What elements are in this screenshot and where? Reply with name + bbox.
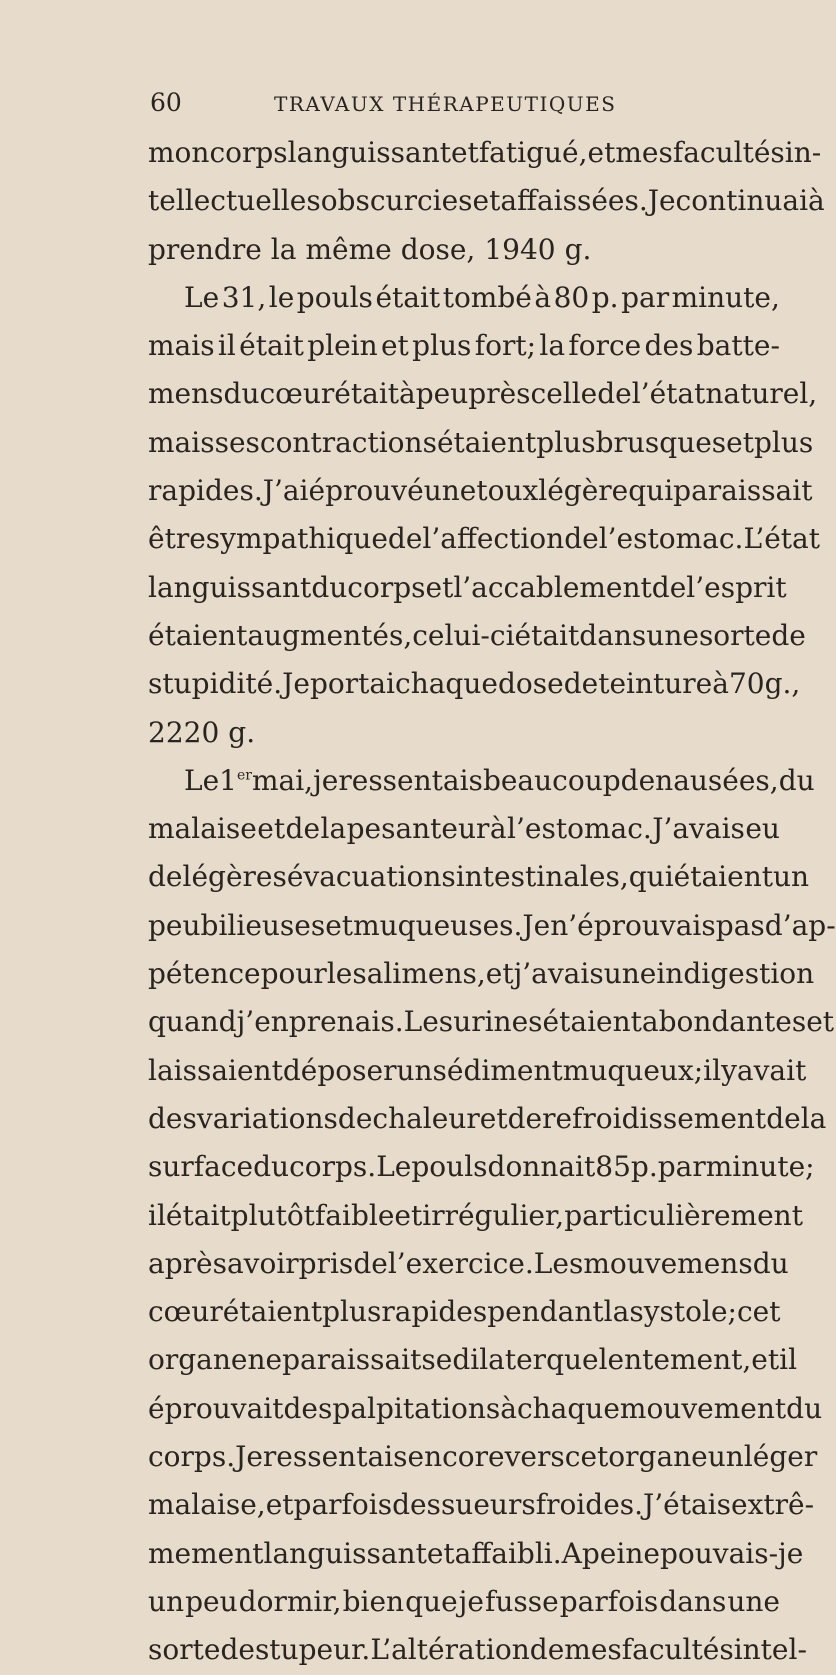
word: pas [715, 908, 765, 942]
word: éprouvé [308, 474, 424, 508]
word: cet [564, 1440, 609, 1474]
word: brusques [595, 425, 727, 459]
word: d’ap- [764, 908, 836, 942]
word: facultés [672, 136, 785, 169]
word: refroidissement [542, 1101, 767, 1135]
word: de [353, 1246, 388, 1280]
word: tellectuelles [148, 184, 321, 218]
word: organe [148, 1343, 248, 1377]
word: intel- [733, 1633, 807, 1667]
word: étaient [673, 860, 773, 894]
word: du [778, 763, 815, 797]
word: léger [743, 1440, 818, 1474]
word: un [707, 1440, 744, 1474]
word: Le [184, 280, 220, 314]
word: l’exercice. [387, 1246, 534, 1280]
word: sympathique [205, 522, 388, 556]
word: légères [182, 860, 287, 894]
word: quand [148, 1005, 237, 1039]
word: pétence [148, 957, 261, 991]
word: l’état [631, 377, 706, 411]
word: un [396, 1053, 433, 1087]
word: affaissées. [500, 184, 648, 218]
word: il [148, 1198, 166, 1232]
word: surface [148, 1150, 254, 1184]
word: Je [282, 667, 310, 701]
word: de [285, 812, 321, 846]
word: du [752, 1246, 789, 1280]
word: pouls [296, 280, 373, 314]
word: Les [533, 1246, 584, 1280]
word: à [399, 377, 416, 411]
word: donnait [487, 1150, 596, 1184]
word: toux [476, 474, 539, 508]
text-line [148, 1143, 815, 1191]
word: celui-ci [412, 618, 515, 652]
paragraph-end-line [148, 709, 780, 757]
word: et [380, 329, 409, 363]
word: à [534, 280, 552, 314]
text-line [148, 950, 815, 998]
word: naturel, [705, 377, 818, 411]
word: mouvemens [583, 1246, 753, 1280]
word: avait [736, 1053, 807, 1087]
word: de [148, 860, 183, 894]
word: corps [209, 136, 288, 169]
word: organe [608, 1440, 708, 1474]
word: mai, [251, 763, 314, 797]
word: et [257, 812, 286, 846]
word: se [421, 1343, 453, 1377]
word: malaise [148, 812, 257, 846]
text-line [148, 1336, 798, 1384]
word: chaque [395, 667, 498, 701]
word: plein [307, 329, 378, 363]
word: pouvais-je [659, 1536, 804, 1570]
word: que [546, 1343, 599, 1377]
word: bien [342, 1584, 405, 1618]
word: obscurcies [320, 184, 473, 218]
text-line [148, 1433, 818, 1481]
word: les [326, 957, 367, 991]
word: de [563, 667, 599, 701]
word: du [223, 377, 260, 411]
word: de [766, 1101, 801, 1135]
word: n’éprouvais [550, 908, 716, 942]
word: parfois [293, 1488, 393, 1522]
word: y [721, 1053, 737, 1087]
word: un [148, 1584, 185, 1618]
text-line [148, 564, 787, 612]
word: éprouvait [148, 1391, 284, 1425]
word: et [472, 184, 501, 218]
word: lentement, [598, 1343, 752, 1377]
word: ses [214, 425, 260, 459]
word: portai [309, 667, 396, 701]
word: avoir [226, 1246, 299, 1280]
word: dilater [452, 1343, 547, 1377]
word: et [426, 1536, 455, 1570]
word: p. [591, 280, 619, 314]
word: j’avais [513, 957, 604, 991]
text-line [148, 419, 814, 467]
text-line [148, 612, 806, 660]
text-line [148, 370, 818, 418]
word: minute; [705, 1150, 815, 1184]
word: fort; [474, 329, 537, 363]
word: dose, [400, 232, 476, 266]
word: de [337, 1101, 373, 1135]
word: pendant [487, 1295, 604, 1329]
word: abondantes [641, 1005, 807, 1039]
word: l’affection [422, 522, 565, 556]
word: par [657, 1150, 706, 1184]
word: et [751, 1343, 780, 1377]
word: L’état [743, 522, 820, 556]
word: de [771, 618, 806, 652]
word: pouls [411, 1150, 488, 1184]
word: des [392, 1488, 441, 1522]
word: contractions [259, 425, 437, 459]
word: sorte [698, 618, 772, 652]
word: la [800, 1101, 827, 1135]
word: de [564, 522, 599, 556]
word: in- [784, 136, 822, 169]
word: Je [522, 908, 551, 942]
word: de [387, 522, 423, 556]
word: une [727, 1584, 780, 1618]
word: variations [196, 1101, 338, 1135]
word: après [148, 1246, 227, 1280]
word: du [311, 570, 348, 604]
word: L’altération [370, 1633, 530, 1667]
word: muqueux; [562, 1053, 704, 1087]
word: était [334, 377, 400, 411]
text-line [148, 467, 813, 515]
word: sédiment [432, 1053, 563, 1087]
word: 1er [219, 763, 252, 797]
word: mes [615, 136, 673, 169]
word: et [485, 957, 514, 991]
word: la [539, 329, 566, 363]
word: à [500, 1391, 517, 1425]
word: était [514, 618, 580, 652]
word: Le [184, 763, 220, 797]
word: particulièrement [564, 1198, 803, 1232]
word: une [603, 957, 657, 991]
word: un [772, 860, 810, 894]
word: et [265, 1488, 294, 1522]
text-line [148, 1385, 823, 1433]
word: mement [148, 1536, 264, 1570]
word: plus [412, 329, 472, 363]
word: plus [754, 425, 814, 459]
word: ressentais [338, 763, 483, 797]
word: corps [347, 570, 426, 604]
word: déposer [282, 1053, 397, 1087]
word: corps. [148, 1440, 236, 1474]
text-line [148, 1047, 807, 1095]
word: teinture [598, 667, 713, 701]
word: augmentés, [247, 618, 413, 652]
word: 70 [728, 667, 765, 701]
word: rapides [381, 1295, 488, 1329]
word: languissant [287, 136, 451, 169]
word: du [786, 1391, 823, 1425]
word: froides. [535, 1488, 644, 1522]
page-number: 60 [150, 88, 182, 117]
word: qui [628, 474, 674, 508]
word: continuai [675, 184, 809, 218]
word: peine [581, 1536, 660, 1570]
paragraph-start-line [148, 757, 815, 805]
body-text [148, 129, 836, 1675]
text-line [148, 660, 801, 708]
text-line [148, 1288, 780, 1336]
word: sorte [148, 1633, 221, 1667]
word: pesanteur [346, 812, 490, 846]
word: tombé [442, 280, 532, 314]
word: irrégulier, [422, 1198, 565, 1232]
word: extrê- [731, 1488, 815, 1522]
word: je [313, 763, 339, 797]
word: corps. [289, 1150, 377, 1184]
word: était [239, 329, 304, 363]
text-line [148, 177, 825, 225]
word: prendre [148, 232, 262, 266]
word: muqueuses. [353, 908, 523, 942]
word: languissant [263, 1536, 427, 1570]
word: ressentais [262, 1440, 408, 1474]
word: g. [564, 232, 592, 266]
word: étaient [222, 1295, 323, 1329]
text-line [148, 853, 810, 901]
word: et [394, 1198, 423, 1232]
word: mais [148, 329, 215, 363]
word: palpitations [332, 1391, 501, 1425]
word: dans [579, 618, 647, 652]
word: mais [148, 425, 215, 459]
text-line [148, 998, 835, 1046]
word: J’avais [652, 812, 745, 846]
word: g. [228, 715, 256, 749]
word: légère [538, 474, 629, 508]
word: nausées, [655, 763, 779, 797]
word: étaient [436, 425, 537, 459]
word: et [325, 908, 354, 942]
text-line [148, 1530, 804, 1578]
word: J’étais [643, 1488, 731, 1522]
text-line [148, 1481, 815, 1529]
word: par [621, 280, 670, 314]
text-line [148, 1240, 789, 1288]
word: était [375, 280, 441, 314]
word: p. [630, 1150, 658, 1184]
text-line [148, 902, 836, 950]
word: batte- [696, 329, 780, 363]
word: peu [415, 377, 469, 411]
running-title: TRAVAUX THÉRAPEUTIQUES [274, 92, 617, 116]
word: plus [322, 1295, 382, 1329]
word: pris [298, 1246, 354, 1280]
word: était [165, 1198, 231, 1232]
word: de [507, 1101, 543, 1135]
word: indigestion [656, 957, 815, 991]
word: cœur [148, 1295, 223, 1329]
word: et [450, 136, 479, 169]
word: dormir, [238, 1584, 342, 1618]
word: mens [148, 377, 224, 411]
word: chaque [516, 1391, 620, 1425]
word: que [405, 1584, 458, 1618]
word: plus [536, 425, 596, 459]
word: le [268, 280, 295, 314]
word: languissant [148, 570, 312, 604]
word: à [712, 667, 729, 701]
word: à [489, 812, 507, 846]
word: de [529, 1633, 565, 1667]
word: cet [736, 1295, 781, 1329]
word: eu [745, 812, 780, 846]
word: une [423, 474, 477, 508]
word: étaient [542, 1005, 642, 1039]
word: g., [764, 667, 801, 701]
text-line [148, 1578, 780, 1626]
word: de [220, 1633, 255, 1667]
word: 2220 [148, 715, 220, 749]
word: à [808, 184, 825, 218]
word: de [597, 377, 632, 411]
word: des [644, 329, 694, 363]
word: je [458, 1584, 484, 1618]
word: prenais. [288, 1005, 404, 1039]
word: de [651, 570, 687, 604]
word: la [603, 1295, 630, 1329]
word: j’en [236, 1005, 289, 1039]
word: stupidité. [148, 667, 283, 701]
word: Je [647, 184, 676, 218]
text-line [148, 1626, 807, 1674]
word: faible [314, 1198, 395, 1232]
word: 80 [553, 280, 590, 314]
text-line [148, 129, 822, 177]
word: il [779, 1343, 798, 1377]
word: et [479, 1101, 508, 1135]
text-line [148, 515, 820, 563]
text-line [148, 322, 780, 370]
word: chaleur [372, 1101, 480, 1135]
paragraph-start-line [148, 274, 780, 322]
text-line [148, 1095, 827, 1143]
word: bilieuses [200, 908, 326, 942]
word: et [587, 136, 616, 169]
word: pour [260, 957, 327, 991]
word: Je [235, 1440, 263, 1474]
word: vers [504, 1440, 565, 1474]
word: être [148, 522, 206, 556]
word: facultés [621, 1633, 734, 1667]
word: mon [148, 136, 210, 169]
word: de [620, 763, 656, 797]
word: stupeur. [254, 1633, 371, 1667]
word: l’estomac. [598, 522, 744, 556]
word: et [726, 425, 754, 459]
word: malaise, [148, 1488, 266, 1522]
word: force [568, 329, 642, 363]
word: encore [407, 1440, 505, 1474]
word: paraissait [673, 474, 813, 508]
word: minute, [671, 280, 780, 314]
word: cœur [259, 377, 335, 411]
page-header [150, 88, 780, 128]
word: évacuations [286, 860, 456, 894]
word: affaibli. [454, 1536, 562, 1570]
word: la [270, 232, 297, 266]
word: Les [403, 1005, 454, 1039]
word: paraissait [282, 1343, 422, 1377]
word: l’accablement [453, 570, 652, 604]
word: et [806, 1005, 835, 1039]
word: et [425, 570, 454, 604]
word: étaient [148, 618, 248, 652]
word: 31, [221, 280, 267, 314]
word: peu [185, 1584, 238, 1618]
word: la [320, 812, 347, 846]
word: fatigué, [478, 136, 588, 169]
word: J’ai [262, 474, 309, 508]
word: 1940 [484, 232, 556, 266]
word: même [305, 232, 392, 266]
text-line [148, 1192, 803, 1240]
word: intestinales, [455, 860, 629, 894]
word: rapides. [148, 474, 263, 508]
word: Le [376, 1150, 412, 1184]
word: laissaient [148, 1053, 283, 1087]
word: A [561, 1536, 582, 1570]
word: urines [453, 1005, 543, 1039]
word: qui [628, 860, 674, 894]
word: systole; [629, 1295, 737, 1329]
word: il [703, 1053, 722, 1087]
word: l’esprit [686, 570, 787, 604]
text-line [148, 805, 780, 853]
word: mes [564, 1633, 622, 1667]
word: près [468, 377, 531, 411]
word: parfois [559, 1584, 659, 1618]
word: l’estomac. [507, 812, 652, 846]
word: celle [530, 377, 598, 411]
paragraph-end-line [148, 226, 780, 274]
word: mouvement [619, 1391, 787, 1425]
word: beaucoup [482, 763, 621, 797]
word: alimens, [366, 957, 486, 991]
word: sueurs [440, 1488, 536, 1522]
word: peu [148, 908, 201, 942]
word: plutôt [230, 1198, 315, 1232]
word: des [148, 1101, 197, 1135]
word: 85 [595, 1150, 631, 1184]
word: une [646, 618, 699, 652]
word: des [283, 1391, 333, 1425]
word: ne [247, 1343, 283, 1377]
word: il [217, 329, 236, 363]
word: fusse [484, 1584, 559, 1618]
word: dans [659, 1584, 727, 1618]
word: du [253, 1150, 290, 1184]
word: dose [497, 667, 564, 701]
